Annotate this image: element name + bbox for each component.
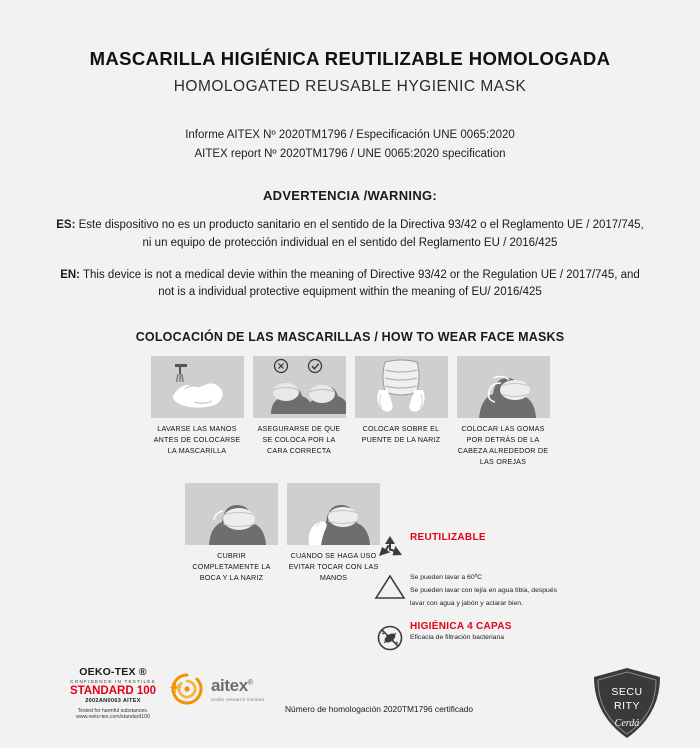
correct-side-icon [253, 356, 346, 418]
page-title: MASCARILLA HIGIÉNICA REUTILIZABLE HOMOLOGADA [89, 48, 611, 69]
page-subtitle: HOMOLOGATED REUSABLE HYGIENIC MASK [173, 78, 527, 95]
info-washing-line2: Se pueden lavar con lejía en agua tibia, después [410, 586, 557, 594]
info-layers-sub: Eficacia de filtración bacteriana [410, 633, 505, 641]
place-over-nose-icon [355, 356, 448, 418]
howto-step-caption: COLOCAR LAS GOMAS POR DETRÁS DE LA CABEZA ALREDEDOR DE LAS OREJAS [457, 424, 549, 466]
aitex-logo [170, 672, 264, 706]
info-layers [370, 621, 630, 653]
svg-text:RITY: RITY [614, 700, 640, 712]
howto-step [457, 356, 550, 467]
avoid-touching-icon [287, 483, 380, 545]
aitex-tagline: textile research institute [211, 697, 265, 702]
info-column [370, 532, 630, 664]
howto-step [151, 356, 244, 467]
svg-text:SECU: SECU [611, 686, 643, 698]
aitex-registered: ® [247, 679, 253, 687]
hand-washing-icon [151, 356, 244, 418]
warning-en [30, 267, 670, 303]
recycle-icon [370, 532, 410, 560]
info-reusable-text [410, 532, 630, 543]
info-washing [370, 571, 630, 610]
report-block [30, 126, 670, 164]
howto-step-caption: CUBRIR COMPLETAMENTE LA BOCA Y LA NARIZ [192, 551, 271, 582]
howto-step [355, 356, 448, 467]
report-line-en: AITEX report Nº 2020TM1796 / UNE 0065:2020 specification [194, 147, 506, 160]
warning-es-line2: ni un equipo de protección individual en el sentido del Reglamento EU / 2016/425 [142, 236, 558, 249]
no-bacteria-icon [370, 621, 410, 653]
oeko-line2: CONFIDENCE IN TEXTILES [70, 679, 156, 684]
ear-loops-icon [457, 356, 550, 418]
oeko-line4: 2002AN0063 AITEX [85, 698, 141, 704]
warning-en-label: EN: [60, 268, 80, 281]
oeko-line6: www.oeko-tex.com/standard100 [76, 714, 150, 720]
aitex-wordmark [211, 676, 264, 702]
info-reusable-title: REUTILIZABLE [410, 532, 486, 543]
cover-mouth-nose-icon [185, 483, 278, 545]
cerda-security-badge [588, 664, 666, 742]
howto-steps-top [30, 356, 670, 467]
howto-step [253, 356, 346, 467]
oeko-line1: OEKO-TEX ® [79, 666, 147, 678]
howto-step [287, 483, 380, 583]
warning-en-line2: not is a individual protective equipment within the meaning of EU/ 2016/425 [158, 286, 542, 299]
info-layers-text [410, 621, 630, 641]
report-line-es: Informe AITEX Nº 2020TM1796 / Especificación UNE 0065:2020 [185, 129, 515, 141]
homologation-number: Número de homologación 2020TM1796 certificado [285, 704, 474, 714]
howto-step-caption: CUANDO SE HAGA USO EVITAR TOCAR CON LAS MANOS [288, 551, 379, 582]
howto-step-caption: COLOCAR SOBRE EL PUENTE DE LA NARIZ [361, 424, 441, 444]
wash-triangle-icon [370, 571, 410, 601]
oeko-line5: Tested for harmful substances. [77, 708, 149, 714]
howto-step-caption: LAVARSE LAS MANOS ANTES DE COLOCARSE LA MASCARILLA [153, 424, 241, 455]
warning-es [30, 217, 670, 253]
aitex-swirl-icon [170, 672, 204, 706]
warning-heading: ADVERTENCIA /WARNING: [262, 187, 438, 203]
document-page [0, 48, 700, 748]
howto-step [185, 483, 278, 583]
warning-en-line1: This device is not a medical devie within the meaning of Directive 93/42 or the Regulation UE / 2017/745, and [83, 268, 640, 281]
oeko-star-icon: ✳ [169, 680, 182, 697]
info-layers-title: HIGIÉNICA 4 CAPAS [410, 620, 512, 632]
info-washing-text [410, 571, 630, 610]
svg-text:Cerdá: Cerdá [614, 718, 640, 729]
aitex-name: aitex [211, 676, 248, 695]
info-washing-line3: lavar con agua y jabón y aclarar bien. [410, 599, 523, 607]
oeko-line3: STANDARD 100 [69, 685, 157, 697]
warning-es-label: ES: [56, 218, 76, 231]
info-washing-line1: Se pueden lavar a 60ºC [410, 574, 483, 581]
footer [0, 660, 700, 748]
info-reusable [370, 532, 630, 560]
howto-step-caption: ASEGURARSE DE QUE SE COLOCA POR LA CARA CORRECTA [257, 424, 341, 455]
howto-heading: COLOCACIÓN DE LAS MASCARILLAS / HOW TO WEAR FACE MASKS [135, 330, 565, 345]
warning-es-line1: Este dispositivo no es un producto sanitario en el sentido de la Directiva 93/42 o el Reglamento UE / 2017/745, [78, 218, 644, 231]
oeko-tex-logo [38, 666, 188, 720]
